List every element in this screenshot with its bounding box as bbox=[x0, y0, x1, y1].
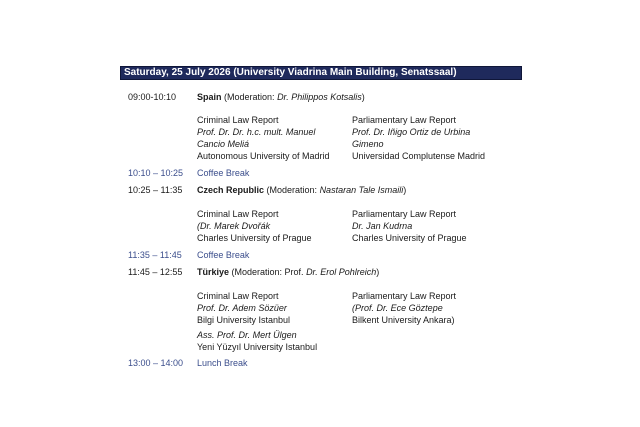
parliamentary-report-label: Parliamentary Law Report bbox=[352, 115, 457, 125]
criminal-speaker: (Dr. Marek Dvořák bbox=[197, 221, 271, 231]
criminal-speaker: Prof. Dr. Dr. h.c. mult. Manuel bbox=[197, 127, 316, 137]
session-country: Türkiye bbox=[197, 267, 230, 277]
criminal-report-label: Criminal Law Report bbox=[197, 209, 279, 219]
moderator-name: Dr. Erol Pohlreich bbox=[306, 267, 377, 277]
break-label: Lunch Break bbox=[197, 358, 248, 368]
criminal-speaker-cont: Cancio Meliá bbox=[197, 139, 250, 149]
session-country: Czech Republic bbox=[197, 185, 265, 195]
criminal-co-affiliation: Yeni Yüzyıl University Istanbul bbox=[197, 342, 318, 352]
moderation-prefix: (Moderation: bbox=[266, 185, 320, 195]
session-time: 10:25 – 11:35 bbox=[128, 185, 183, 195]
parliamentary-affiliation: Universidad Complutense Madrid bbox=[352, 151, 486, 161]
session-country: Spain bbox=[197, 92, 222, 102]
moderator-name: Nastaran Tale Ismaili bbox=[319, 185, 404, 195]
parliamentary-affiliation: Charles University of Prague bbox=[352, 233, 467, 243]
break-label: Coffee Break bbox=[197, 168, 250, 178]
moderation-prefix: (Moderation: bbox=[224, 92, 278, 102]
moderation-prefix: (Moderation: Prof. bbox=[231, 267, 307, 277]
moderation-suffix: ) bbox=[361, 92, 365, 102]
parliamentary-speaker: (Prof. Dr. Ece Göztepe bbox=[352, 303, 443, 313]
parliamentary-report-label: Parliamentary Law Report bbox=[352, 291, 457, 301]
session-title bbox=[197, 91, 365, 103]
criminal-affiliation: Bilgi University Istanbul bbox=[197, 315, 291, 325]
criminal-affiliation: Charles University of Prague bbox=[197, 233, 312, 243]
moderation-suffix: ) bbox=[376, 267, 380, 277]
moderation-suffix: ) bbox=[403, 185, 407, 195]
parliamentary-affiliation: Bilkent University Ankara) bbox=[352, 315, 455, 325]
break-time: 13:00 – 14:00 bbox=[128, 358, 184, 368]
parliamentary-report-label: Parliamentary Law Report bbox=[352, 209, 457, 219]
session-time: 09:00-10:10 bbox=[128, 92, 177, 102]
criminal-co-speaker: Ass. Prof. Dr. Mert Ülgen bbox=[197, 330, 297, 340]
break-time: 11:35 – 11:45 bbox=[128, 250, 182, 260]
criminal-report-label: Criminal Law Report bbox=[197, 291, 279, 301]
parliamentary-speaker: Dr. Jan Kudrna bbox=[352, 221, 413, 231]
parliamentary-speaker: Prof. Dr. Iñigo Ortiz de Urbina bbox=[352, 127, 471, 137]
criminal-report-label: Criminal Law Report bbox=[197, 115, 279, 125]
session-title bbox=[197, 184, 406, 196]
parliamentary-speaker-cont: Gimeno bbox=[352, 139, 384, 149]
break-label: Coffee Break bbox=[197, 250, 250, 260]
session-title bbox=[197, 266, 379, 278]
break-time: 10:10 – 10:25 bbox=[128, 168, 184, 178]
criminal-affiliation: Autonomous University of Madrid bbox=[197, 151, 330, 161]
session-time: 11:45 – 12:55 bbox=[128, 267, 183, 277]
day-header: Saturday, 25 July 2026 (University Viadrina Main Building, Senatssaal) bbox=[120, 66, 522, 80]
criminal-speaker: Prof. Dr. Adem Sözüer bbox=[197, 303, 287, 313]
moderator-name: Dr. Philippos Kotsalis bbox=[277, 92, 362, 102]
